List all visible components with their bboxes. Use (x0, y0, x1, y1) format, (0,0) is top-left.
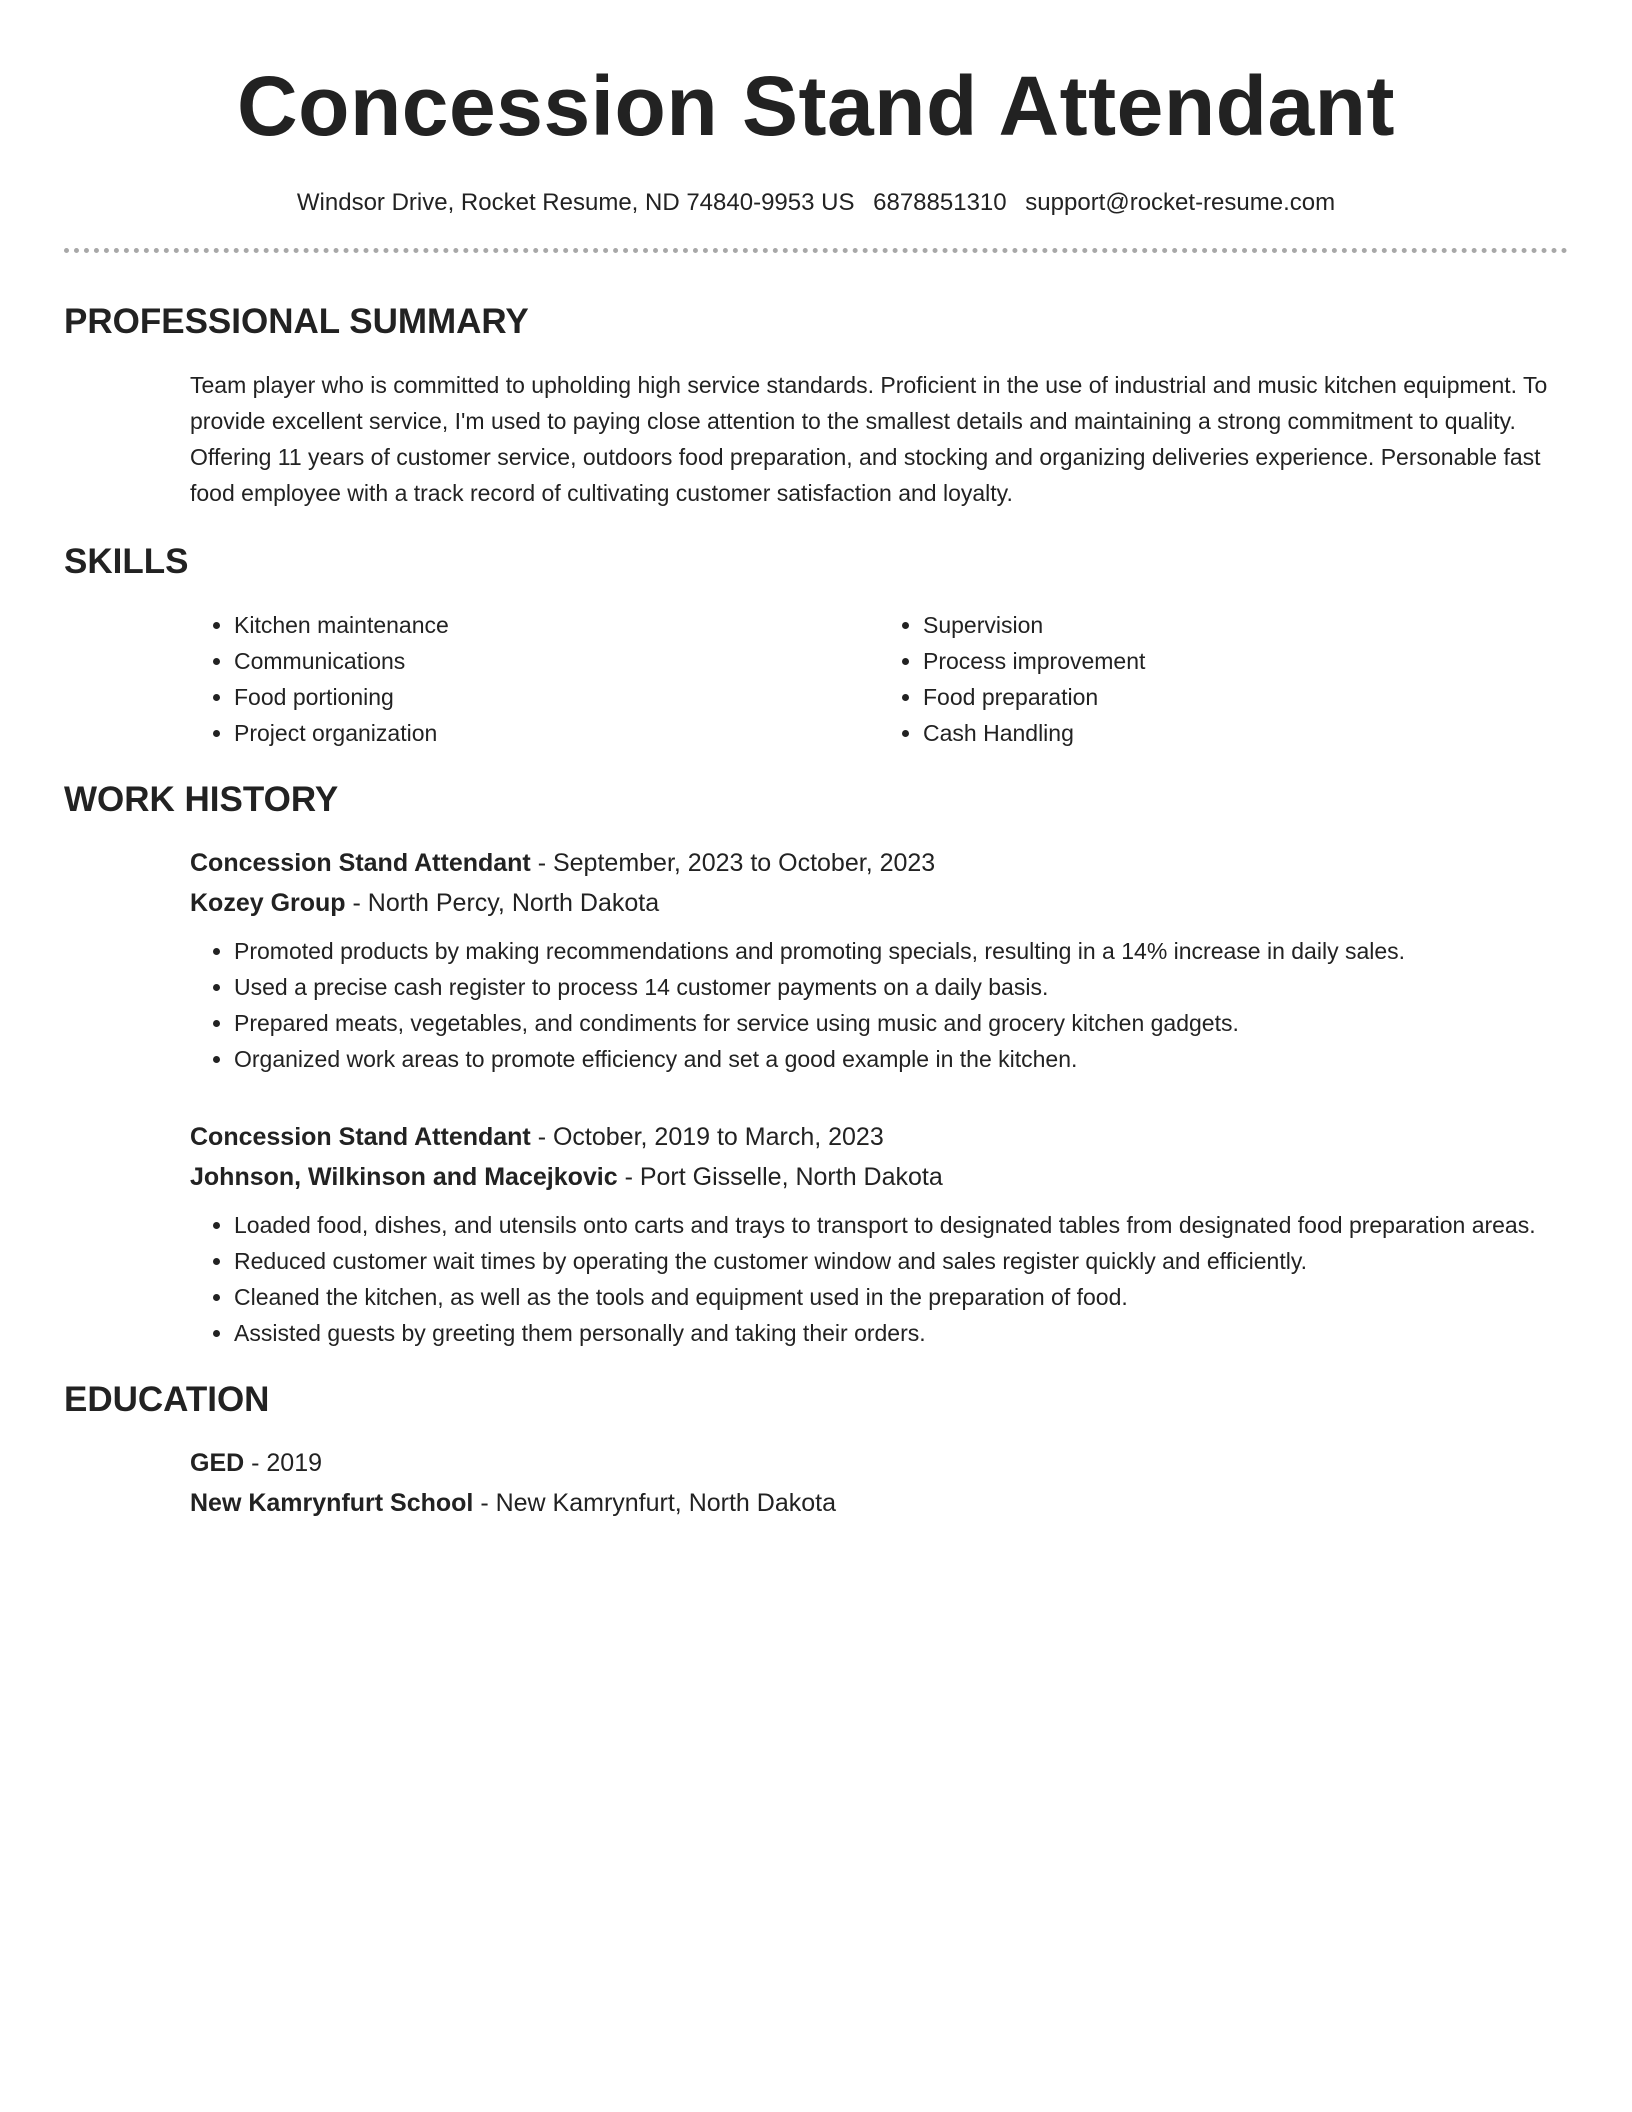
job-bullet: • Reduced customer wait times by operating the customer window and sales register quickly and efficiently. (234, 1243, 1568, 1279)
education-school-line (190, 1483, 1568, 1523)
job-dates: - September, 2023 to October, 2023 (530, 849, 936, 877)
education-heading: EDUCATION (64, 1380, 270, 1419)
skill-item: • Food preparation (923, 679, 1568, 715)
education-entry (64, 1443, 1568, 1523)
job-company: Kozey Group (190, 889, 346, 917)
education-degree: GED (190, 1449, 245, 1477)
skill-item: • Communications (234, 643, 879, 679)
skill-item: • Supervision (923, 607, 1568, 643)
header-divider (64, 248, 1568, 253)
skill-item: • Food portioning (234, 679, 879, 715)
work-history-heading: WORK HISTORY (64, 780, 339, 819)
contact-email: support@rocket-resume.com (1025, 189, 1336, 216)
job-title-line (190, 1117, 1568, 1157)
summary-text: Team player who is committed to upholding high service standards. Proficient in the use of industrial and music kitchen equipment. To provide excellent service, I'm used to paying close attention to the smallest details and maintaining a strong commitment to quality. Offering 11 years of customer service, outdoors food preparation, and stocking and organizing deliveries experience. Personable fast food employee with a track record of cultivating customer satisfaction and loyalty. (190, 372, 1548, 506)
job-company: Johnson, Wilkinson and Macejkovic (190, 1163, 618, 1191)
job-bullet-list (190, 1207, 1568, 1351)
job-bullet: • Organized work areas to promote efficiency and set a good example in the kitchen. (234, 1041, 1568, 1077)
job-company-line (190, 1157, 1568, 1197)
skills-grid (190, 607, 1568, 751)
job-company-line (190, 883, 1568, 923)
job-bullet: • Loaded food, dishes, and utensils onto carts and trays to transport to designated tables from designated food preparation areas. (234, 1207, 1568, 1243)
job-bullet: • Used a precise cash register to process 14 customer payments on a daily basis. (234, 969, 1568, 1005)
skill-item: • Process improvement (923, 643, 1568, 679)
job-location: - Port Gisselle, North Dakota (617, 1163, 943, 1191)
education-location: - New Kamrynfurt, North Dakota (473, 1489, 836, 1517)
job-bullet: • Assisted guests by greeting them personally and taking their orders. (234, 1315, 1568, 1351)
skills-section (64, 607, 1568, 751)
skill-item: • Project organization (234, 715, 879, 751)
job-entry (64, 1117, 1568, 1351)
skill-item: • Cash Handling (923, 715, 1568, 751)
contact-phone: 6878851310 (873, 189, 1007, 216)
education-year: - 2019 (244, 1449, 323, 1477)
job-position: Concession Stand Attendant (190, 849, 531, 877)
job-title-line (190, 843, 1568, 883)
skill-item: • Kitchen maintenance (234, 607, 879, 643)
job-bullet: • Promoted products by making recommendations and promoting specials, resulting in a 14% increase in daily sales. (234, 933, 1568, 969)
job-dates: - October, 2019 to March, 2023 (530, 1123, 884, 1151)
education-school: New Kamrynfurt School (190, 1489, 474, 1517)
skills-list-right (879, 607, 1568, 751)
job-position: Concession Stand Attendant (190, 1123, 531, 1151)
contact-address: Windsor Drive, Rocket Resume, ND 74840-9953 US (296, 189, 855, 216)
summary-heading: PROFESSIONAL SUMMARY (64, 302, 529, 341)
skills-heading: SKILLS (64, 542, 189, 581)
job-bullet-list (190, 933, 1568, 1077)
skills-list-left (190, 607, 879, 751)
job-bullet: • Prepared meats, vegetables, and condiments for service using music and grocery kitchen gadgets. (234, 1005, 1568, 1041)
job-entry (64, 843, 1568, 1077)
job-location: - North Percy, North Dakota (345, 889, 660, 917)
job-bullet: • Cleaned the kitchen, as well as the tools and equipment used in the preparation of food. (234, 1279, 1568, 1315)
resume-name: Concession Stand Attendant (237, 59, 1395, 153)
contact-line (64, 188, 1568, 218)
education-degree-line (190, 1443, 1568, 1483)
